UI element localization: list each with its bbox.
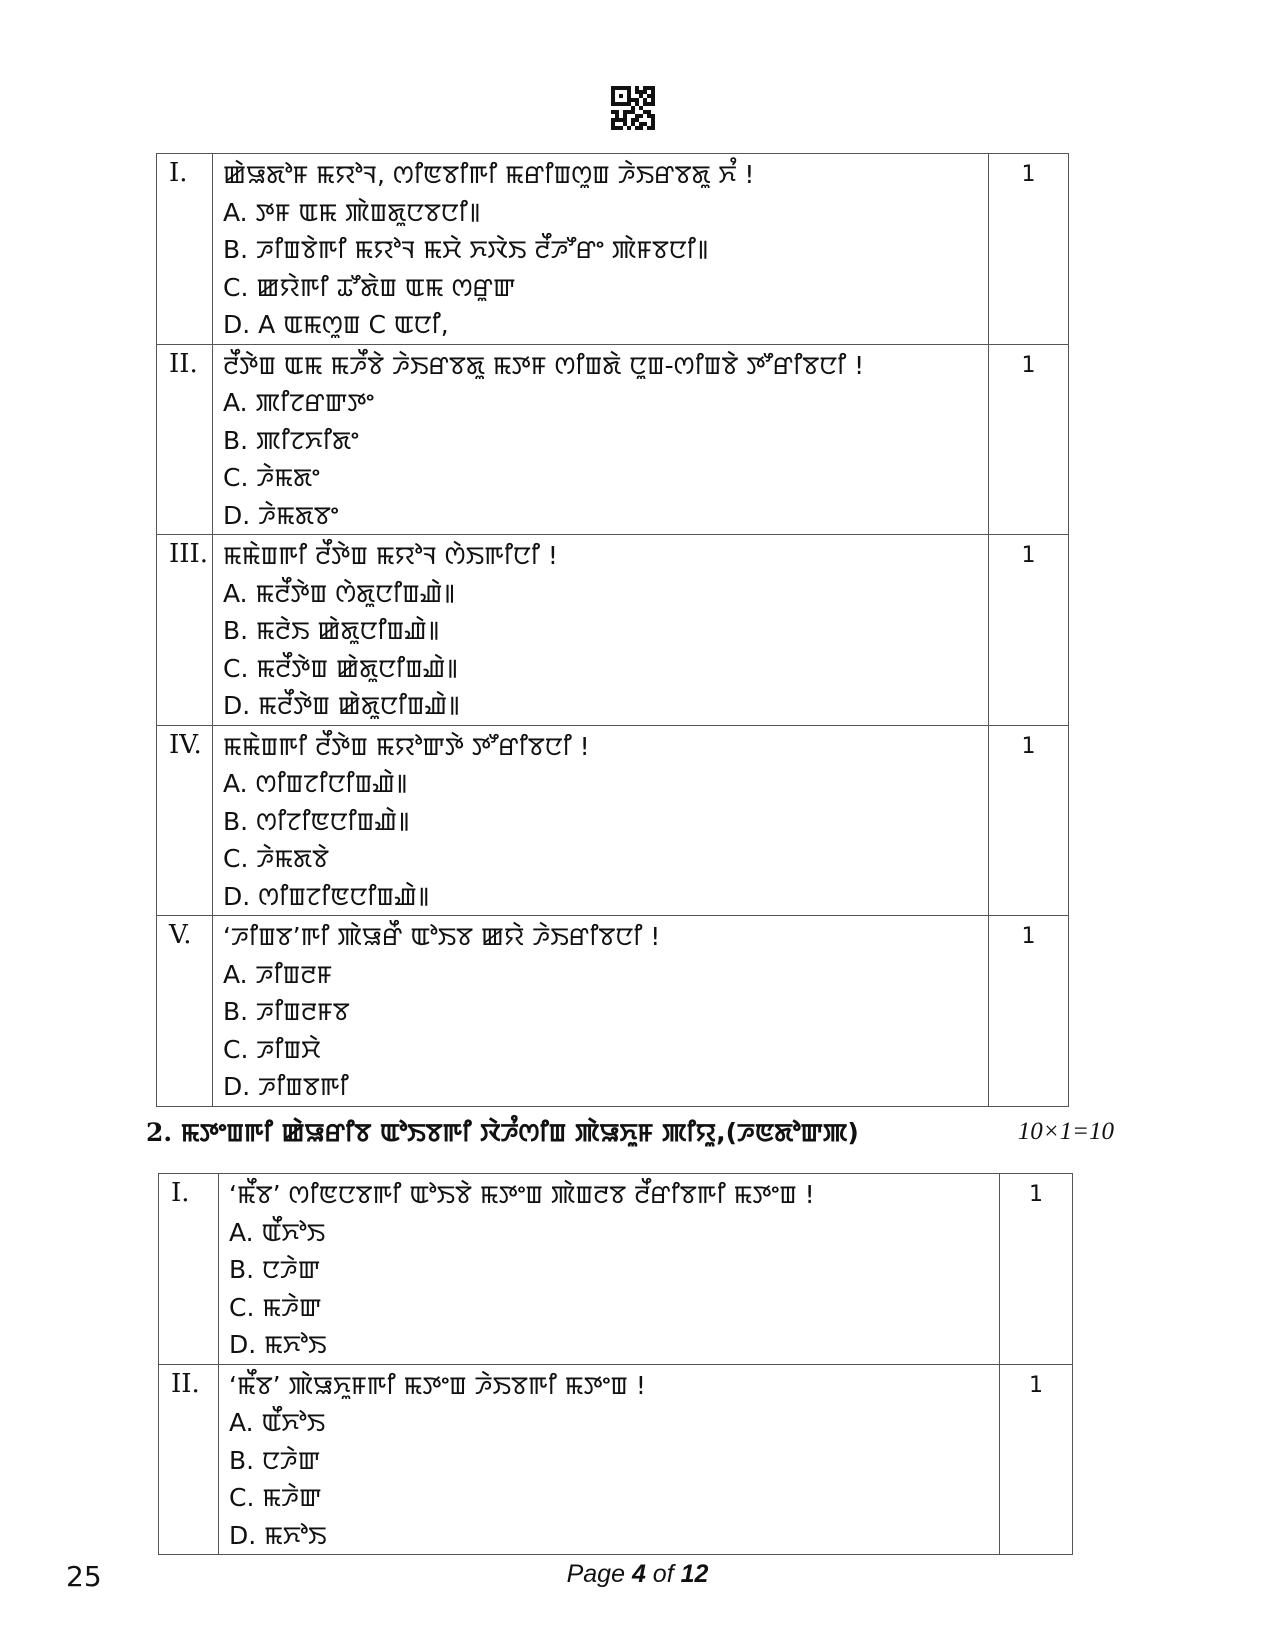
question-mark: 1 (1000, 1174, 1073, 1365)
question-body (213, 916, 989, 1107)
answer-option: B. ꯍꯤꯡꯕꯥꯒꯤ ꯃꯌꯣꯜ ꯃꯆꯥ ꯈꯋꯥꯏ ꯂꯩꯍꯧꯔꯦ ꯄꯥꯝꯕꯅꯤ꯫ (223, 235, 709, 264)
answer-option: C. ꯍꯥꯃꯗꯕꯥ (223, 844, 330, 873)
question-mark: 1 (989, 344, 1069, 535)
answer-option: A. ꯑꯩꯈꯣꯏ (229, 1217, 326, 1247)
section-2-heading (146, 1115, 1106, 1155)
question-number: IV. (157, 725, 213, 916)
answer-option: A. ꯑꯩꯈꯣꯏ (229, 1408, 326, 1437)
question-body (219, 1364, 1000, 1555)
footer-middle: of (645, 1560, 681, 1588)
answer-option: D. A ꯑꯃꯁꯨꯡ C ꯑꯅꯤ, (223, 310, 449, 339)
question-body (213, 535, 989, 726)
question-stem: ꯀꯥꯎꯗꯣꯝ ꯃꯌꯣꯜ, ꯁꯤꯟꯕꯤꯒꯤ ꯃꯔꯤꯡꯁꯨꯡ ꯍꯥꯏꯔꯕꯗꯨ ꯈꯪ ! (223, 160, 755, 189)
answer-option: C. ꯃꯂꯩꯇꯥꯡ ꯀꯥꯗꯨꯅꯤꯡꯉꯥ꯫ (223, 653, 459, 683)
question-stem: ‘ꯃꯩꯕ’ ꯁꯤꯟꯅꯕꯒꯤ ꯑꯣꯏꯕꯥ ꯃꯇꯦꯡ ꯄꯥꯡꯂꯕ ꯂꯩꯔꯤꯕꯒꯤ ꯃꯇꯦꯡ ! (229, 1180, 815, 1209)
page-footer (0, 1560, 1275, 1589)
answer-option: C. ꯍꯥꯃꯗꯦ (223, 463, 320, 492)
answer-option: D. ꯃꯈꯣꯏ (229, 1520, 327, 1550)
answer-option: C. ꯃꯍꯥꯛ (229, 1483, 322, 1512)
question-mark: 1 (989, 154, 1069, 345)
question-stem: ‘ꯍꯤꯡꯕ’ꯒꯤ ꯄꯥꯎꯔꯩ ꯑꯣꯏꯕ ꯀꯌꯥ ꯍꯥꯏꯔꯤꯕꯅꯤ ! (223, 922, 661, 951)
answer-option: D. ꯍꯥꯃꯗꯕꯦ (223, 500, 339, 530)
answer-option: A. ꯇꯝ ꯑꯃ ꯄꯥꯡꯗꯨꯅꯕꯅꯤ꯫ (223, 197, 481, 227)
question-stem: ꯂꯩꯇꯥꯡ ꯑꯃ ꯃꯍꯩꯕꯥ ꯍꯥꯏꯔꯕꯗꯨ ꯃꯇꯝ ꯁꯤꯡꯗꯥ ꯅꯨꯡ-ꯁꯤꯡꯕꯥ ꯇꯧꯔꯤꯕꯅꯤ ! (223, 350, 865, 380)
answer-option: C. ꯀꯌꯥꯒꯤ ꯊꯧꯗꯥꯡ ꯑꯃ ꯁꯔꯨꯛ (223, 272, 516, 302)
answer-option: D. ꯍꯤꯡꯕꯒꯤ (223, 1072, 349, 1101)
question-table-1 (156, 153, 1069, 1107)
answer-option: D. ꯁꯤꯡꯖꯤꯟꯅꯤꯡꯉꯥ꯫ (223, 881, 430, 911)
question-number: I. (159, 1174, 219, 1365)
question-row (157, 725, 1069, 916)
section-2-number: 2. (146, 1118, 173, 1147)
answer-option: B. ꯃꯂꯥꯏ ꯀꯥꯗꯨꯅꯤꯡꯉꯥ꯫ (223, 616, 440, 645)
question-number: V. (157, 916, 213, 1107)
question-stem: ꯃꯃꯥꯡꯒꯤ ꯂꯩꯇꯥꯡ ꯃꯌꯣꯛꯇꯥ ꯇꯧꯔꯤꯕꯅꯤ ! (223, 731, 590, 761)
answer-option: B. ꯁꯤꯖꯤꯟꯅꯤꯡꯉꯥ꯫ (223, 806, 410, 836)
question-row (159, 1364, 1073, 1555)
question-row (157, 535, 1069, 726)
question-number: II. (159, 1364, 219, 1555)
question-mark: 1 (1000, 1364, 1073, 1555)
answer-option: C. ꯃꯍꯥꯛ (229, 1292, 322, 1322)
answer-option: A. ꯄꯤꯖꯔꯛꯇꯦ (223, 388, 374, 417)
question-mark: 1 (989, 535, 1069, 726)
answer-option: A. ꯁꯤꯡꯖꯤꯅꯤꯡꯉꯥ꯫ (223, 769, 408, 798)
question-number: III. (157, 535, 213, 726)
question-row (157, 154, 1069, 345)
question-body (219, 1174, 1000, 1365)
question-mark: 1 (989, 916, 1069, 1107)
question-row (159, 1174, 1073, 1365)
answer-option: B. ꯍꯤꯡꯂꯝꯕ (223, 997, 350, 1026)
footer-current-page: 4 (631, 1560, 646, 1588)
answer-option: A. ꯍꯤꯡꯂꯝ (223, 959, 333, 989)
page-number-left: 25 (66, 1560, 102, 1593)
footer-prefix: Page (566, 1560, 632, 1588)
question-body (213, 344, 989, 535)
answer-option: B. ꯅꯍꯥꯛ (229, 1445, 321, 1475)
answer-option: B. ꯄꯤꯖꯈꯤꯗꯦ (223, 425, 359, 455)
answer-option: B. ꯅꯍꯥꯛ (229, 1255, 321, 1284)
answer-option: C. ꯍꯤꯡꯆꯥ (223, 1034, 321, 1064)
qr-code (611, 86, 655, 130)
section-2-marks: 10×1=10 (1017, 1118, 1114, 1145)
question-table-2 (158, 1173, 1073, 1555)
answer-option: D. ꯃꯂꯩꯇꯥꯡ ꯀꯥꯗꯨꯅꯤꯡꯉꯥ꯫ (223, 691, 460, 720)
question-row (157, 916, 1069, 1107)
answer-option: D. ꯃꯈꯣꯏ (229, 1330, 327, 1359)
question-body (213, 725, 989, 916)
question-row (157, 344, 1069, 535)
question-number: I. (157, 154, 213, 345)
answer-option: A. ꯃꯂꯩꯇꯥꯡ ꯁꯥꯗꯨꯅꯤꯡꯉꯥ꯫ (223, 578, 456, 608)
footer-total-pages: 12 (680, 1560, 709, 1588)
section-2-instruction: ꯃꯇꯦꯡꯒꯤ ꯀꯥꯎꯔꯤꯕ ꯑꯣꯏꯕꯒꯤ ꯋꯥꯍꯪꯁꯤꯡ ꯄꯥꯎꯈꯨꯝ ꯄꯤꯌꯨ,(ꯍꯟꯗꯣꯛꯄ) (180, 1118, 859, 1147)
question-body (213, 154, 989, 345)
question-mark: 1 (989, 725, 1069, 916)
question-number: II. (157, 344, 213, 535)
question-stem: ‘ꯃꯩꯕ’ ꯄꯥꯎꯈꯨꯝꯒꯤ ꯃꯇꯦꯡ ꯍꯥꯏꯕꯒꯤ ꯃꯇꯦꯡ ! (229, 1370, 646, 1400)
question-stem: ꯃꯃꯥꯡꯒꯤ ꯂꯩꯇꯥꯡ ꯃꯌꯣꯜ ꯁꯥꯏꯒꯤꯅꯤ ! (223, 541, 558, 570)
